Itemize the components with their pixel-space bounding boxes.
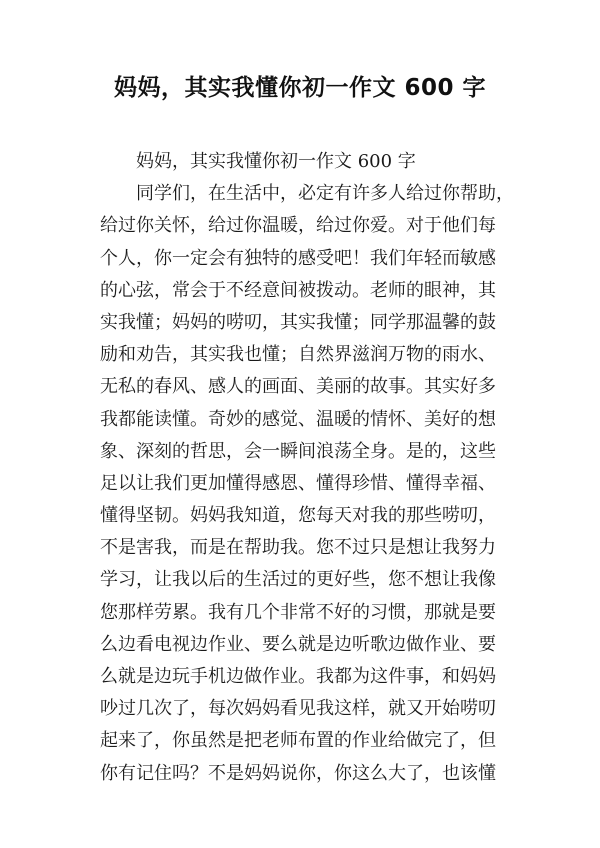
paragraph-line: 无私的春风、感人的画面、美丽的故事。其实好多: [100, 376, 496, 398]
document-title: 妈妈，其实我懂你初一作文 600 字: [113, 75, 487, 101]
paragraph-line: 的心弦，常会于不经意间被拨动。老师的眼神，其: [100, 279, 496, 301]
paragraph-line: 么边看电视边作业、要么就是边听歌边做作业、要: [100, 633, 496, 655]
paragraph-line: 吵过几次了，每次妈妈看见我这样，就又开始唠叨: [100, 698, 496, 720]
paragraph-first-line: 同学们，在生活中，必定有许多人给过你帮助，: [136, 183, 514, 205]
paragraph-line: 懂得坚韧。妈妈我知道，您每天对我的那些唠叨，: [100, 505, 496, 527]
paragraph-line: 学习，让我以后的生活过的更好些，您不想让我像: [100, 569, 496, 591]
paragraph-line: 个人，你一定会有独特的感受吧！我们年轻而敏感: [100, 247, 496, 269]
paragraph-line: 象、深刻的哲思，会一瞬间浪荡全身。是的，这些: [100, 440, 496, 462]
paragraph-line: 励和劝告，其实我也懂；自然界滋润万物的雨水、: [100, 344, 496, 366]
paragraph-line: 我都能读懂。奇妙的感觉、温暖的情怀、美好的想: [100, 408, 496, 430]
paragraph-line: 足以让我们更加懂得感恩、懂得珍惜、懂得幸福、: [100, 472, 496, 494]
subtitle-line: 妈妈，其实我懂你初一作文 600 字: [136, 151, 416, 172]
document-body: [100, 146, 514, 790]
paragraph-line: 不是害我，而是在帮助我。您不过只是想让我努力: [100, 537, 496, 559]
paragraph-line: 实我懂；妈妈的唠叨，其实我懂；同学那温馨的鼓: [100, 311, 496, 333]
paragraph-line: 起来了，你虽然是把老师布置的作业给做完了，但: [100, 730, 496, 752]
paragraph-line: 么就是边玩手机边做作业。我都为这件事，和妈妈: [100, 666, 496, 687]
paragraph-line: 您那样劳累。我有几个非常不好的习惯，那就是要: [100, 601, 496, 623]
paragraph-line: 你有记住吗？不是妈妈说你，你这么大了，也该懂: [100, 762, 496, 784]
paragraph-line: 给过你关怀，给过你温暖，给过你爱。对于他们每: [100, 215, 496, 237]
